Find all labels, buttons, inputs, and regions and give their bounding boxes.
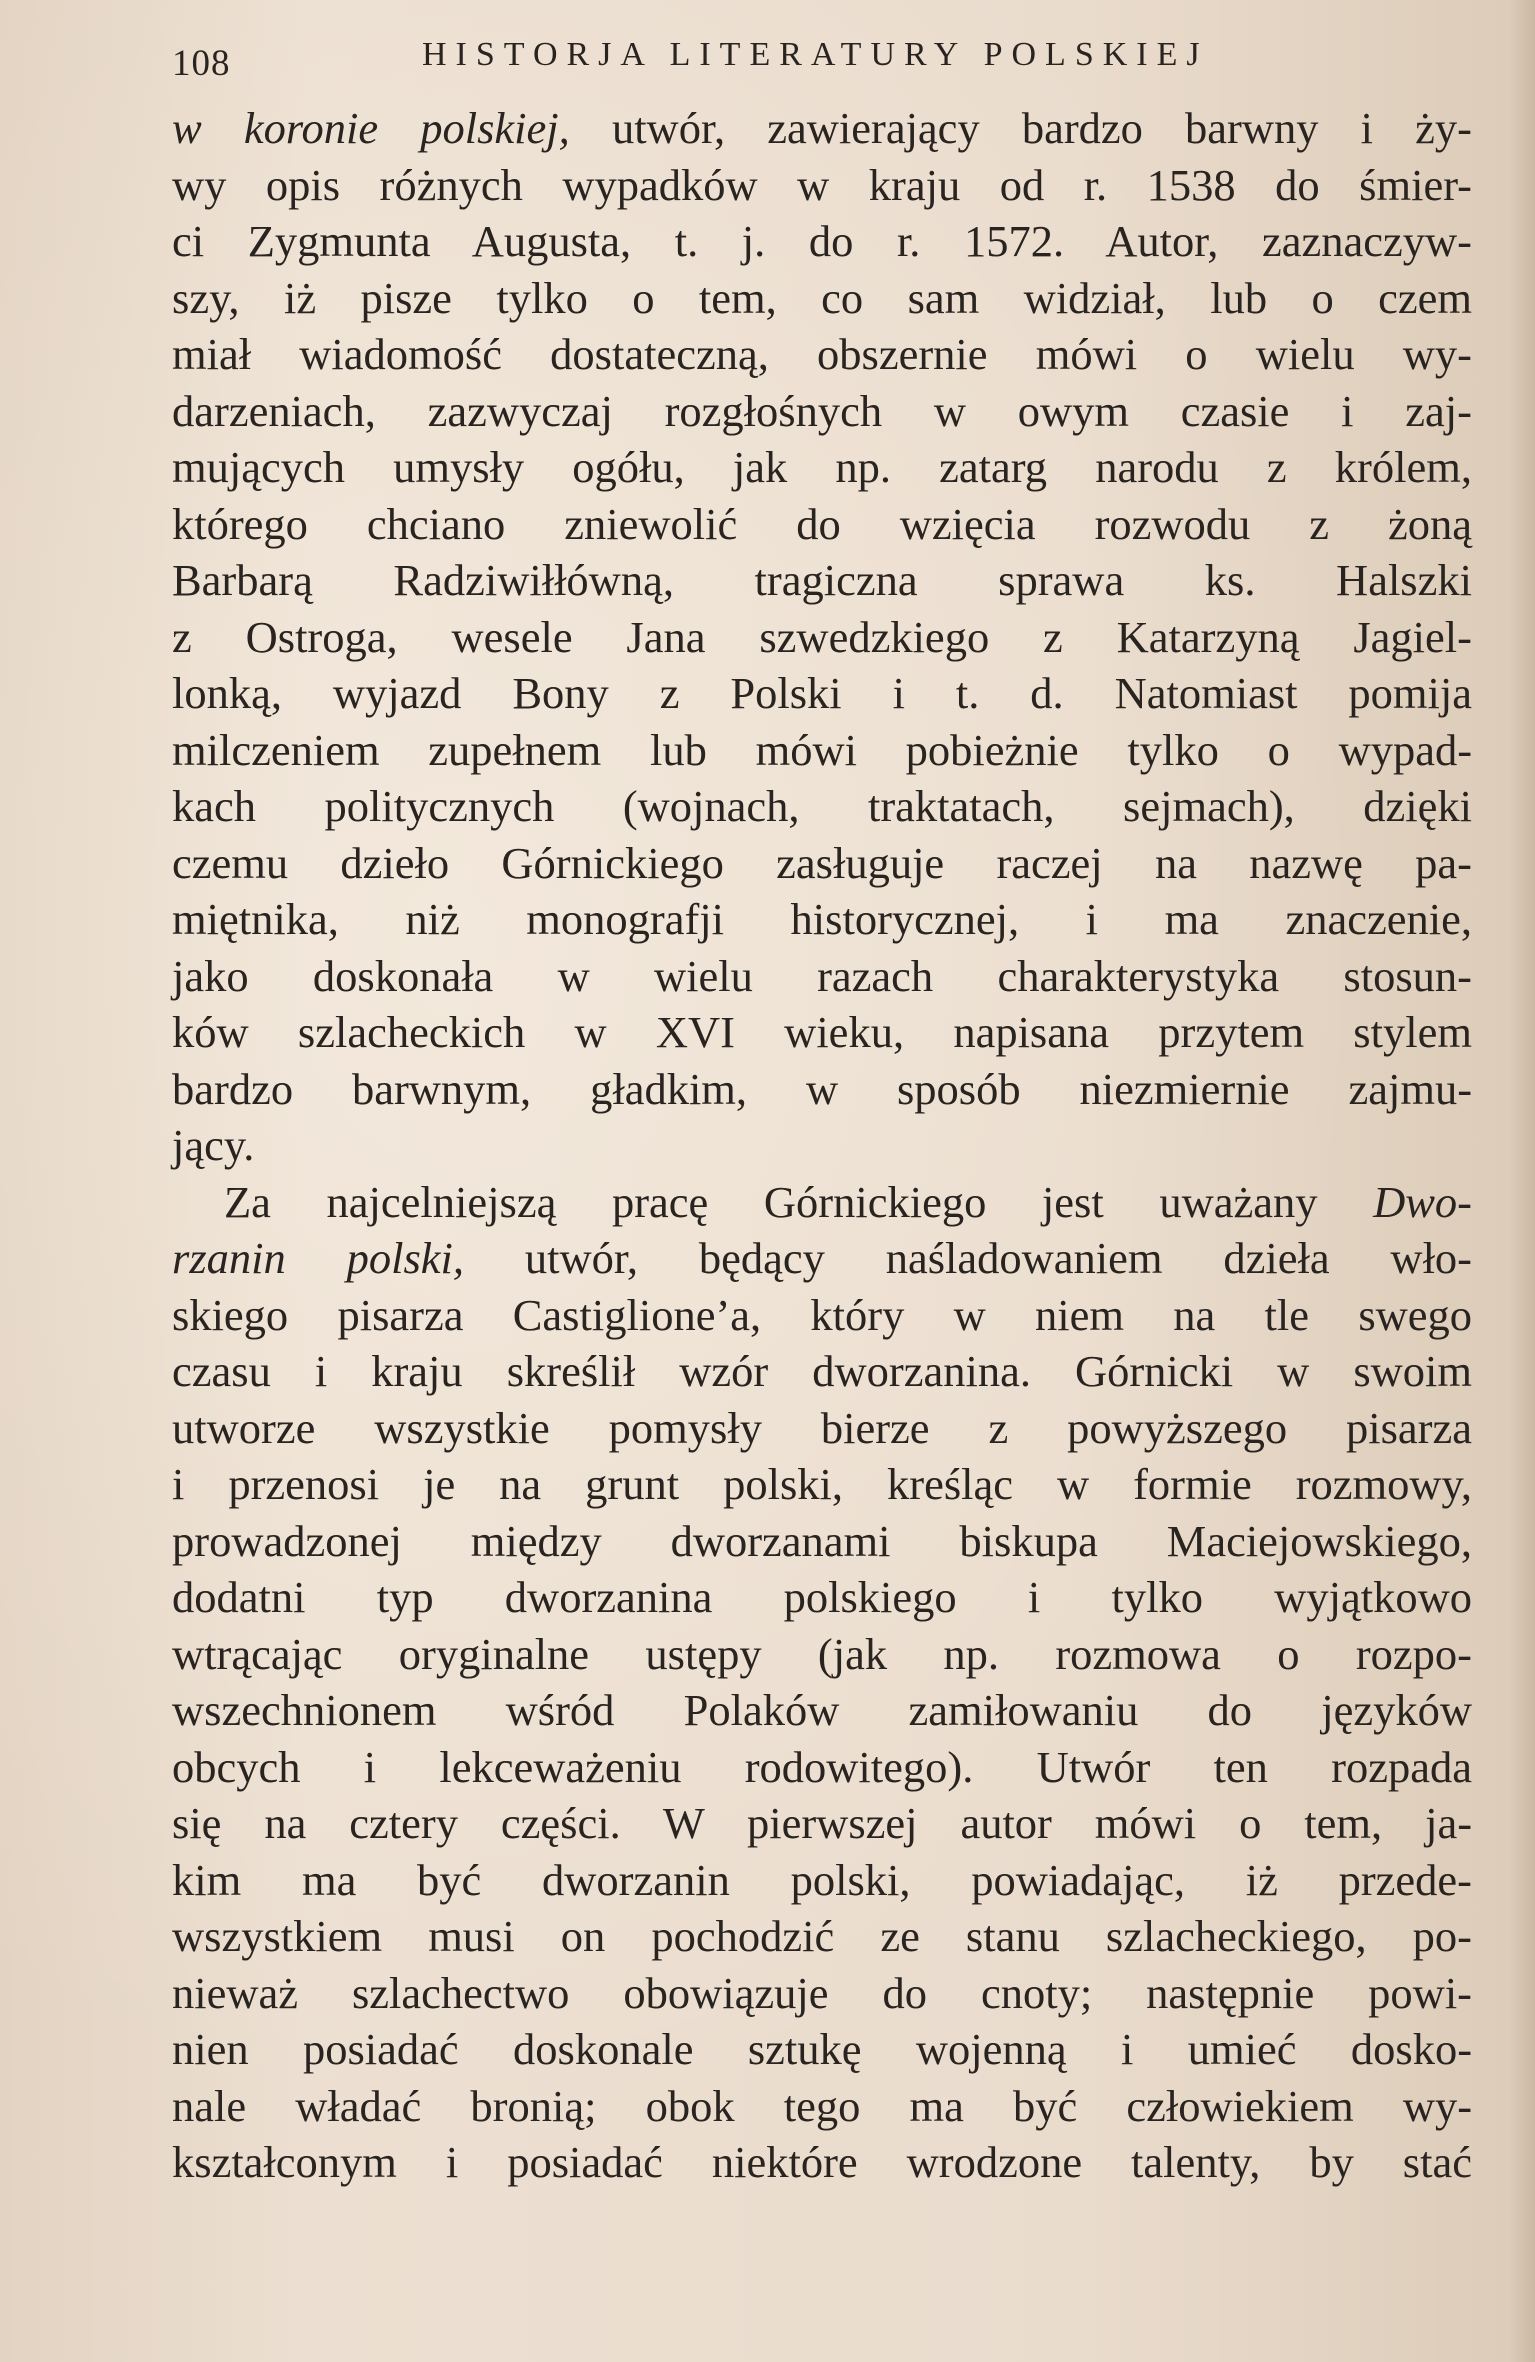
text-span: i przenosi je na grunt polski, kreśląc w formie rozmowy, (172, 1459, 1473, 1509)
text-span: miał wiadomość dostateczną, obszernie mówi o wielu wy- (172, 329, 1473, 379)
text-span: bardzo barwnym, gładkim, w sposób niezmiernie zajmu- (172, 1063, 1473, 1114)
text-line (172, 1965, 1472, 2022)
text-line (172, 835, 1472, 892)
text-line (172, 496, 1472, 553)
text-line (172, 1400, 1472, 1457)
text-line (172, 1456, 1472, 1513)
text-span: nien posiadać doskonale sztukę wojenną i umieć dosko- (172, 2024, 1473, 2074)
text-span: dodatni typ dworzanina polskiego i tylko wyjątkowo (172, 1572, 1472, 1622)
text-line (172, 1626, 1472, 1683)
text-line (172, 722, 1472, 779)
text-span: kim ma być dworzanin polski, powiadając, iż przede- (172, 1854, 1472, 1905)
text-line (172, 270, 1472, 327)
text-line (172, 778, 1472, 835)
text-span: czemu dzieło Górnickiego zasługuje raczej na nazwę pa- (172, 837, 1472, 888)
page-number: 108 (172, 43, 231, 84)
text-span: lonką, wyjazd Bony z Polski i t. d. Natomiast pomija (172, 668, 1473, 718)
text-span: szy, iż pisze tylko o tem, co sam widział, lub o czem (172, 272, 1473, 323)
text-line (172, 552, 1472, 609)
text-line (172, 1174, 1472, 1231)
text-line (172, 609, 1472, 666)
text-span: nale władać bronią; obok tego ma być człowiekiem wy- (172, 2080, 1473, 2131)
text-span: czasu i kraju skreślił wzór dworzanina. Górnicki w swoim (172, 1346, 1473, 1396)
page-edge-shadow (1509, 0, 1535, 2362)
text-line (172, 1513, 1472, 1570)
text-span: kach politycznych (wojnach, traktatach, sejmach), dzięki (172, 781, 1472, 831)
text-span: prowadzonej między dworzanami biskupa Maciejowskiego, (172, 1515, 1472, 1566)
text-line (172, 1343, 1472, 1400)
text-span: miętnika, niż monografji historycznej, i ma znaczenie, (172, 894, 1472, 944)
text-span: się na cztery części. W pierwszej autor mówi o tem, ja- (172, 1798, 1473, 1848)
italic-title-span: Dwo- (1373, 1176, 1472, 1227)
text-line (172, 100, 1472, 157)
text-span: darzeniach, zazwyczaj rozgłośnych w owym czasie i zaj- (172, 385, 1472, 436)
text-line (172, 1569, 1472, 1626)
text-line (172, 1287, 1472, 1344)
running-head: HISTORJA LITERATURY POLSKIEJ (422, 36, 1209, 73)
text-span: z Ostroga, wesele Jana szwedzkiego z Katarzyną Jagiel- (172, 611, 1472, 662)
text-line (172, 891, 1472, 948)
text-line (172, 326, 1472, 383)
body-text (172, 100, 1472, 2191)
text-span: wtrącając oryginalne ustępy (jak np. rozmowa o rozpo- (172, 1628, 1472, 1679)
page-header (172, 22, 1232, 82)
text-span: skiego pisarza Castiglione’a, który w niem na tle swego (172, 1289, 1473, 1340)
text-line (172, 1061, 1472, 1118)
text-line (172, 1682, 1472, 1739)
text-line (172, 1230, 1472, 1287)
text-line (172, 383, 1472, 440)
italic-title-span: rzanin polski, (172, 1233, 465, 1283)
text-span: którego chciano zniewolić do wzięcia rozwodu z żoną (172, 498, 1473, 549)
italic-title-span: w koronie polskiej, (172, 103, 570, 153)
text-line (172, 2078, 1472, 2135)
text-line (172, 1908, 1472, 1965)
text-line (172, 1004, 1472, 1061)
text-line (172, 1117, 1472, 1174)
text-span: jący. (172, 1120, 255, 1170)
text-line (172, 1852, 1472, 1909)
text-line (172, 213, 1472, 270)
text-span: wszystkiem musi on pochodzić ze stanu szlacheckiego, po- (172, 1911, 1472, 1961)
text-span: Barbarą Radziwiłłówną, tragiczna sprawa ks. Halszki (172, 555, 1472, 605)
text-span: kształconym i posiadać niektóre wrodzone talenty, by stać (172, 2137, 1472, 2187)
text-span: nieważ szlachectwo obowiązuje do cnoty; następnie powi- (172, 1967, 1473, 2018)
text-line (172, 1739, 1472, 1796)
text-span: wszechnionem wśród Polaków zamiłowaniu do języków (172, 1685, 1472, 1735)
text-line (172, 1795, 1472, 1852)
text-span: Za najcelniejszą pracę Górnickiego jest uważany (224, 1176, 1374, 1227)
text-span: utwór, zawierający bardzo barwny i ży- (569, 103, 1472, 153)
text-span: milczeniem zupełnem lub mówi pobieżnie tylko o wypad- (172, 724, 1473, 775)
text-span: ków szlacheckich w XVI wieku, napisana przytem stylem (172, 1007, 1472, 1057)
text-span: wy opis różnych wypadków w kraju od r. 1538 do śmier- (172, 159, 1472, 210)
text-line (172, 157, 1472, 214)
text-span: ci Zygmunta Augusta, t. j. do r. 1572. Autor, zaznaczyw- (172, 216, 1472, 266)
text-line (172, 2134, 1472, 2191)
text-line (172, 2021, 1472, 2078)
text-span: utwór, będący naśladowaniem dzieła wło- (464, 1233, 1473, 1283)
text-line (172, 439, 1472, 496)
text-line (172, 948, 1472, 1005)
text-span: jako doskonała w wielu razach charakterystyka stosun- (172, 950, 1472, 1001)
text-span: mujących umysły ogółu, jak np. zatarg narodu z królem, (172, 442, 1472, 492)
text-span: obcych i lekceważeniu rodowitego). Utwór ten rozpada (172, 1741, 1472, 1792)
text-line (172, 665, 1472, 722)
text-span: utworze wszystkie pomysły bierze z powyższego pisarza (172, 1402, 1473, 1453)
